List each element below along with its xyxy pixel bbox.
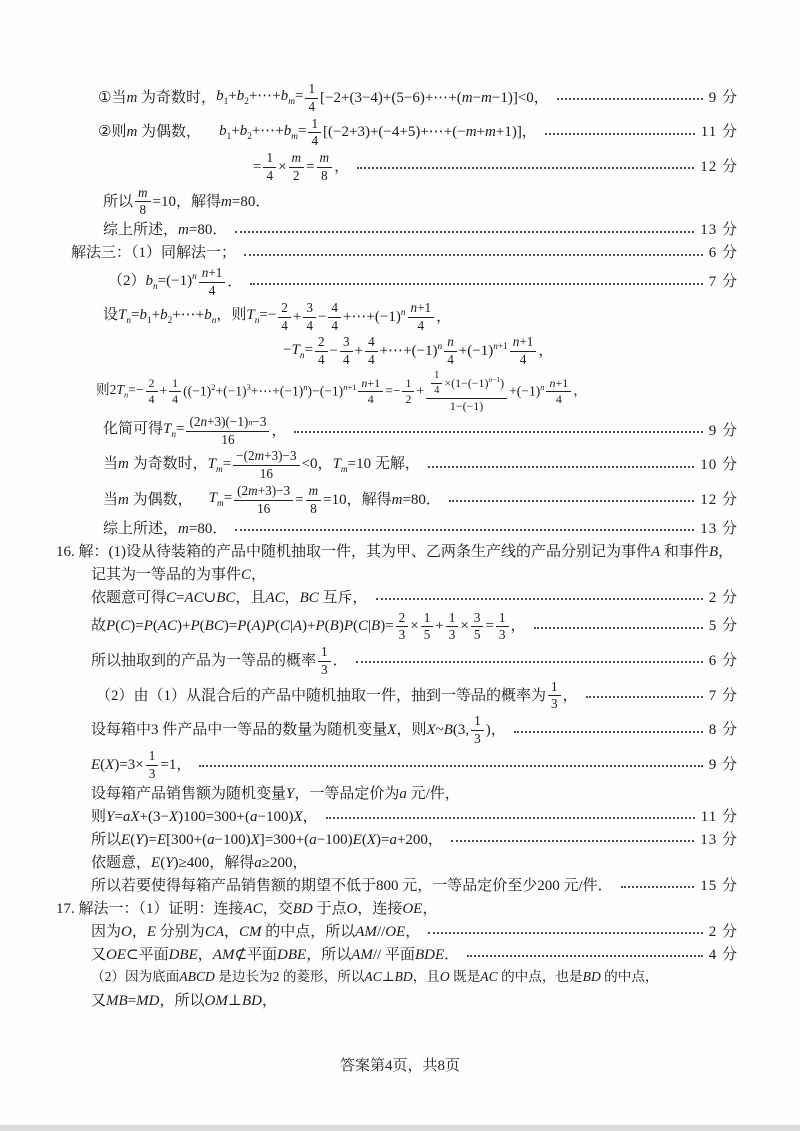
dotted-leader <box>235 527 694 531</box>
answer-line <box>56 484 738 517</box>
text-segment: 所以若要使得每箱产品销售额的期望不低于800 元，一等品定价至少200 元/件． <box>91 877 613 894</box>
fraction: $\frac{2}{4}$ <box>146 377 158 407</box>
fraction: $\frac{m}{8}$ <box>317 151 333 184</box>
fraction: $\frac{1}{2}$ <box>402 377 414 407</box>
score-label: 5 分 <box>708 618 738 635</box>
fraction: $\frac{1}{3}$ <box>548 680 561 713</box>
text-segment: 故P(C)=P(AC)+P(BC)=P(A)P(C|A)+P(B)P(C|B)= <box>91 618 394 635</box>
text-segment: $b_1+b_2+\cdots+b_m=$ <box>216 88 304 108</box>
text-segment: = <box>306 159 315 176</box>
answer-line <box>56 990 738 1011</box>
text-segment: ， <box>562 687 578 704</box>
text-segment: [−2+(3−4)+(5−6)+⋯+(m−m−1)]<0， <box>320 89 549 106</box>
answer-line <box>56 680 738 713</box>
text-segment: [(−2+3)+(−4+5)+⋯+(−m+m+1)]， <box>323 124 537 141</box>
dotted-leader <box>557 96 703 100</box>
fraction: $\frac{m}{8}$ <box>135 186 151 219</box>
answer-line <box>56 151 738 184</box>
dotted-leader <box>357 165 694 169</box>
fraction: $\frac{1}{3}$ <box>496 611 509 644</box>
text-segment: + <box>292 308 302 325</box>
answer-line <box>56 645 738 678</box>
text-segment: （2）因为底面ABCD 是边长为2 的菱形，所以AC⊥BD，且O 既是AC 的中点，也是BD 的中点， <box>91 969 659 985</box>
score-label: 12 分 <box>700 159 738 176</box>
text-segment: × <box>460 618 469 635</box>
text-segment: 则Y=aX+(3−X)100=300+(a−100)X， <box>91 808 318 825</box>
answer-line <box>56 370 738 413</box>
text-segment: 解法三：（1）同解法一； <box>71 245 237 262</box>
answer-line <box>56 186 738 219</box>
text-segment: + <box>435 618 444 635</box>
dotted-leader <box>356 659 703 663</box>
score-label: 9 分 <box>708 89 738 106</box>
dotted-leader <box>545 131 695 135</box>
dotted-leader <box>326 815 695 819</box>
text-segment: ①当m 为奇数时， <box>98 89 217 106</box>
answer-line <box>56 415 738 448</box>
text-segment: − <box>329 343 338 360</box>
fraction: $\frac{1}{4}$ <box>263 151 276 184</box>
text-segment: 所以E(Y)=E[300+(a−100)X]=300+(a−100)E(X)=a+200， <box>91 831 443 848</box>
answer-line <box>56 944 738 965</box>
fraction: n +1 4 <box>199 266 226 299</box>
answer-line <box>56 829 738 850</box>
answer-line <box>56 449 738 482</box>
fraction: $\frac{2}{4}$ <box>278 301 291 334</box>
score-label: 2 分 <box>708 923 738 940</box>
score-label: 7 分 <box>708 687 738 704</box>
dotted-leader <box>449 498 694 502</box>
text-segment: $+(-1)^n$ <box>509 382 545 399</box>
text-segment: $+\cdots+(-1)^n$ <box>343 307 406 325</box>
answer-line <box>56 921 738 942</box>
fraction: $\frac{1}{3}$ <box>146 749 159 782</box>
score-label: 6 分 <box>708 653 738 670</box>
score-label: 13 分 <box>700 831 738 848</box>
answer-line <box>56 714 738 747</box>
dotted-leader <box>514 729 703 733</box>
answer-line <box>56 301 738 334</box>
answer-line <box>56 519 738 540</box>
score-label: 11 分 <box>700 808 738 825</box>
text-segment: ， <box>334 159 350 176</box>
text-segment: 当m 为偶数， <box>103 491 193 508</box>
text-segment: 则$2T_n=-$ <box>96 382 144 400</box>
fraction: $\frac{1}{4}$ <box>308 117 321 150</box>
answer-line <box>56 117 738 150</box>
fraction: n +1 4 <box>510 335 537 368</box>
answer-line <box>56 588 738 609</box>
fraction: $\frac{m}{8}$ <box>306 484 322 517</box>
dotted-leader <box>534 625 703 629</box>
fraction: $\frac{2}{4}$ <box>315 335 328 368</box>
text-segment: 又MB=MD，所以OM⊥BD， <box>91 992 277 1009</box>
text-segment: E(X)=3× <box>91 756 144 773</box>
text-segment: ． <box>332 653 348 670</box>
dotted-leader <box>244 252 703 256</box>
fraction: $\frac{3}{4}$ <box>303 301 316 334</box>
text-segment: 化简可得$T_n=$ <box>103 421 185 441</box>
text-segment: 综上所述，m=80． <box>103 520 228 537</box>
text-segment: <0，$T_m=10$ 无解， <box>301 455 420 475</box>
text-segment: 所以 <box>103 193 134 210</box>
text-segment: = <box>485 618 494 635</box>
dotted-leader <box>376 596 703 600</box>
text-segment: （2）由（1）从混合后的产品中随机抽取一件，抽到一等品的概率为 <box>96 687 547 704</box>
answer-line <box>56 806 738 827</box>
answer-line <box>56 82 738 115</box>
answer-line <box>56 565 738 586</box>
text-segment: )， <box>485 722 506 739</box>
answer-line <box>56 898 738 919</box>
text-segment: 依题意可得C=AC∪BC，且AC，BC 互斥， <box>91 589 368 606</box>
text-segment: + <box>416 382 425 398</box>
text-segment: 当m 为奇数时，$T_m=$ <box>103 455 232 475</box>
text-segment: $(2)b_n=(-1)^n$ <box>108 271 197 292</box>
answer-line <box>56 852 738 873</box>
fraction: $\frac{2}{3}$ <box>396 611 409 644</box>
text-segment: =10，解得m=80． <box>152 193 271 210</box>
text-segment: ， <box>436 308 452 325</box>
answer-line <box>56 335 738 368</box>
text-segment: $+(-1)^{n+1}$ <box>458 342 508 360</box>
text-segment: = <box>295 491 304 508</box>
score-label: 9 分 <box>708 422 738 439</box>
text-segment: ． <box>227 274 243 291</box>
dotted-leader <box>199 763 702 767</box>
fraction: $\frac{1}{4}$ <box>169 377 181 407</box>
score-label: 12 分 <box>700 491 738 508</box>
dotted-leader <box>235 229 694 233</box>
answer-line <box>56 783 738 804</box>
fraction: $\frac{4}{4}$ <box>328 301 341 334</box>
fraction: $\frac{1}{3}$ <box>446 611 459 644</box>
score-label: 2 分 <box>708 589 738 606</box>
dotted-leader <box>621 884 695 888</box>
dotted-leader <box>428 930 702 934</box>
page-footer: 答案第4页，共8页 <box>339 1058 460 1074</box>
score-label: 6 分 <box>708 245 738 262</box>
score-label: 7 分 <box>708 274 738 291</box>
fraction: $\frac{m}{2}$ <box>289 151 305 184</box>
text-segment: 依题意，E(Y)≥400，解得a≥200， <box>91 854 308 871</box>
fraction: (2 n +3)(−1) n −3 16 <box>186 415 269 448</box>
text-segment: − <box>317 308 327 325</box>
fraction: n +1 4 <box>546 377 571 407</box>
text-segment: $((-1)^2+(-1)^3+\cdots+(-1)^n)-(-1)^{n+1}$ <box>183 382 357 399</box>
text-segment: 因为O，E 分别为CA，CM 的中点，所以AM//OE， <box>91 923 421 940</box>
answer-line <box>56 967 738 988</box>
dotted-leader <box>428 464 694 468</box>
text-segment: $T_m=$ <box>208 490 233 510</box>
score-label: 15 分 <box>700 877 738 894</box>
answer-line <box>56 266 738 299</box>
answer-line <box>56 220 738 241</box>
text-segment: ， <box>573 382 587 398</box>
dotted-leader <box>586 694 703 698</box>
answer-line <box>56 542 738 563</box>
text-segment: =10，解得m=80． <box>323 491 441 508</box>
fraction: n +1 4 <box>408 301 435 334</box>
fraction: $\frac{4}{4}$ <box>365 335 378 368</box>
text-segment: 设$T_n=b_1+b_2+\cdots+b_n$，则$T_n=-$ <box>103 307 277 327</box>
text-segment: ， <box>538 343 554 360</box>
fraction: −(2 m +3)−3 16 <box>233 449 299 482</box>
fraction: $\frac{1}{3}$ <box>471 714 484 747</box>
text-segment: 17. 解法一：（1）证明：连接AC，交BD 于点O，连接OE， <box>56 900 438 917</box>
fraction: $\frac{3}{4}$ <box>340 335 353 368</box>
score-label: 8 分 <box>708 722 738 739</box>
text-segment: = <box>253 159 262 176</box>
score-label: 9 分 <box>708 756 738 773</box>
text-segment: 16. 解：(1)设从待装箱的产品中随机抽取一件，其为甲、乙两条生产线的产品分别记为事件A 和事件B， <box>56 543 734 560</box>
dotted-leader <box>467 953 703 957</box>
score-label: 13 分 <box>700 520 738 537</box>
text-segment: × <box>278 159 287 176</box>
fraction: $\frac{n}{4}$ <box>444 335 457 368</box>
answer-line <box>56 749 738 782</box>
score-label: 10 分 <box>700 457 738 474</box>
text-segment: $b_1+b_2+\cdots+b_m=$ <box>219 123 307 143</box>
score-label: 4 分 <box>708 946 738 963</box>
text-segment: 所以抽取到的产品为一等品的概率 <box>91 653 317 670</box>
text-segment: $+\cdots+(-1)^n$ <box>379 342 443 360</box>
text-segment: 综上所述，m=80． <box>103 222 228 239</box>
answer-line <box>56 243 738 264</box>
text-segment: 又OE⊂平面DBE，AM⊄平面DBE，所以AM// 平面BDE． <box>91 946 460 963</box>
fraction: $\frac{3}{5}$ <box>471 611 484 644</box>
text-segment: $-T_n=$ <box>283 341 313 361</box>
score-label: 13 分 <box>700 222 738 239</box>
answer-line <box>56 611 738 644</box>
text-segment: =− <box>385 382 401 398</box>
text-segment: × <box>410 618 419 635</box>
text-segment: 记其为一等品的为事件C， <box>91 566 267 583</box>
dotted-leader <box>451 838 694 842</box>
text-segment: 设每箱产品销售额为随机变量Y，一等品定价为a 元/件， <box>91 785 460 802</box>
text-segment: ， <box>271 422 287 439</box>
fraction: $\frac{1}{3}$ <box>318 645 331 678</box>
text-segment: ， <box>510 618 526 635</box>
text-segment: + <box>354 343 364 360</box>
fraction: (2 m +3)−3 16 <box>234 484 293 517</box>
fraction: n +1 4 <box>358 377 383 407</box>
fraction: $\frac{1}{5}$ <box>421 611 434 644</box>
score-label: 11 分 <box>700 124 738 141</box>
text-segment: ②则m 为偶数， <box>98 124 202 141</box>
dotted-leader <box>250 281 702 285</box>
text-segment: 设每箱中3 件产品中一等品的数量为随机变量X，则X~B(3, <box>91 722 470 739</box>
answer-line <box>56 875 738 896</box>
text-segment: $\times(1-(-1)^{n-1})$ <box>444 375 505 391</box>
fraction: $\frac{1}{4}$ <box>305 82 318 115</box>
text-segment: + <box>159 382 168 398</box>
scan-edge-artifact <box>0 1125 800 1131</box>
text-segment: =1， <box>160 756 192 773</box>
fraction: $\frac{1}{4}$ <box>431 370 442 397</box>
fraction: $\frac{1}{4}$ $\times(1-(-1)^{n-1})$ 1−(−1) <box>426 370 507 413</box>
dotted-leader <box>294 429 702 433</box>
